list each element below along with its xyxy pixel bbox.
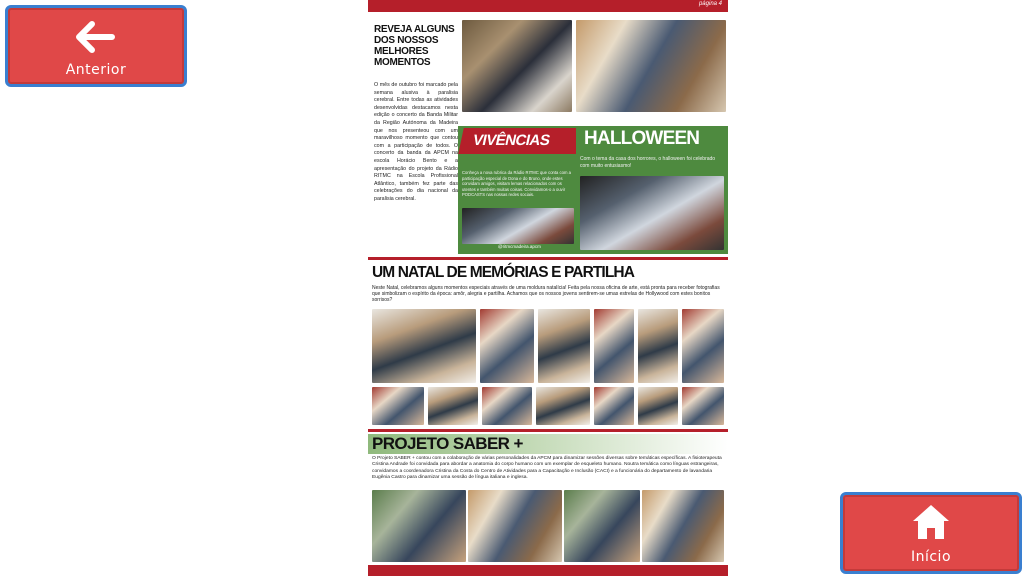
christmas-photo (372, 387, 424, 425)
moments-title: REVEJA ALGUNS DOS NOSSOS MELHORES MOMENTOS (374, 24, 455, 68)
saber-photo (468, 490, 562, 562)
christmas-photo (482, 387, 532, 425)
halloween-body: Com o tema da casa dos horrores, o halloween foi celebrado com muito entusiasmo! (580, 156, 716, 169)
christmas-photo (428, 387, 478, 425)
halloween-photo (580, 176, 724, 250)
christmas-photo (682, 309, 724, 383)
natal-title: UM NATAL DE MEMÓRIAS E PARTILHA (372, 264, 634, 281)
vivencias-body: Conheça a nova rubrica da Rádio RITMC que conta com a participação especial de Dona e do Bruno, onde estes convidam amigos, visitam lemas relacionados com os utentes e também muitas coisas. Convidamos-o a ouvir PODCASTS nas nossas redes sociais. (462, 170, 571, 198)
previous-label: Anterior (65, 62, 127, 78)
section-divider (368, 429, 728, 432)
saber-title: PROJETO SABER + (372, 434, 523, 453)
christmas-photo (638, 309, 678, 383)
home-button[interactable] (840, 492, 1022, 574)
christmas-photo (536, 387, 590, 425)
halloween-title: HALLOWEEN (584, 128, 700, 149)
moments-body: O mês de outubro foi marcado pela semana alusiva à paralisia cerebral. Entre todas as atividades desenvolvidas destacamos nesta edição o concerto da Banda Militar da Região Autónoma da Madeira que nos presenteou com um maravilhoso momento que contou com a participação de todos. O concerto da banda da APCM na escola Horácio Bento e a apresentação do projeto da Rádio RITMC na Escola Profissional Atlântico, também fez parte das celebrações do dia nacional da paralisia cerebral. (374, 82, 458, 202)
vivencias-handle: @ritmcmadeira.apcm (498, 244, 541, 249)
home-label: Início (910, 549, 952, 565)
section-divider (368, 257, 728, 260)
newsletter-page (368, 0, 728, 576)
page-header-bar (368, 0, 728, 12)
vivencias-title: VIVÊNCIAS (458, 128, 588, 154)
concert-photo (576, 20, 726, 112)
previous-button[interactable] (5, 5, 187, 87)
saber-photo (564, 490, 640, 562)
military-band-photo (462, 20, 572, 112)
christmas-photo (638, 387, 678, 425)
saber-photo (642, 490, 724, 562)
natal-body: Neste Natal, celebramos alguns momentos especiais através de uma moldura natalícia! Feita pela nossa oficina de arte, está pronta para receber fotografias que simbolizam o espírito da época: amôr, alegria e partilha. Achamos que os nossos jovens sentirem-se umas estrelas de Hollywood com estes bonitos sorrisos? (372, 285, 720, 304)
christmas-photo (594, 309, 634, 383)
page-number: página 4 (698, 1, 722, 7)
christmas-photo (372, 309, 476, 383)
radio-photo (462, 208, 574, 244)
christmas-photo (594, 387, 634, 425)
christmas-photo (682, 387, 724, 425)
saber-photo (372, 490, 466, 562)
house-icon (911, 503, 951, 541)
page-footer-bar (368, 565, 728, 576)
christmas-photo (480, 309, 534, 383)
christmas-photo (538, 309, 590, 383)
arrow-left-icon (74, 20, 118, 54)
saber-body: O Projeto SABER + contou com a colaboração de várias personalidades da APCM para dinamizar sessões diversas sobre temáticas específicas. A fisioterapeuta Cristina Andrade foi convidada para abordar a anatomia do corpo humano com um exemplar de esqueleto humano. Noutra temática como línguas estrangeiras, convidamos a coordenadora Cristina da Costa do Centro de Atividades para a Capacitação e Inclusão (CACI) e a funcionária do departamento de lavandaria Eugênia Castro para dinamizar uma sessão de língua italiana e inglesa. (372, 456, 722, 480)
